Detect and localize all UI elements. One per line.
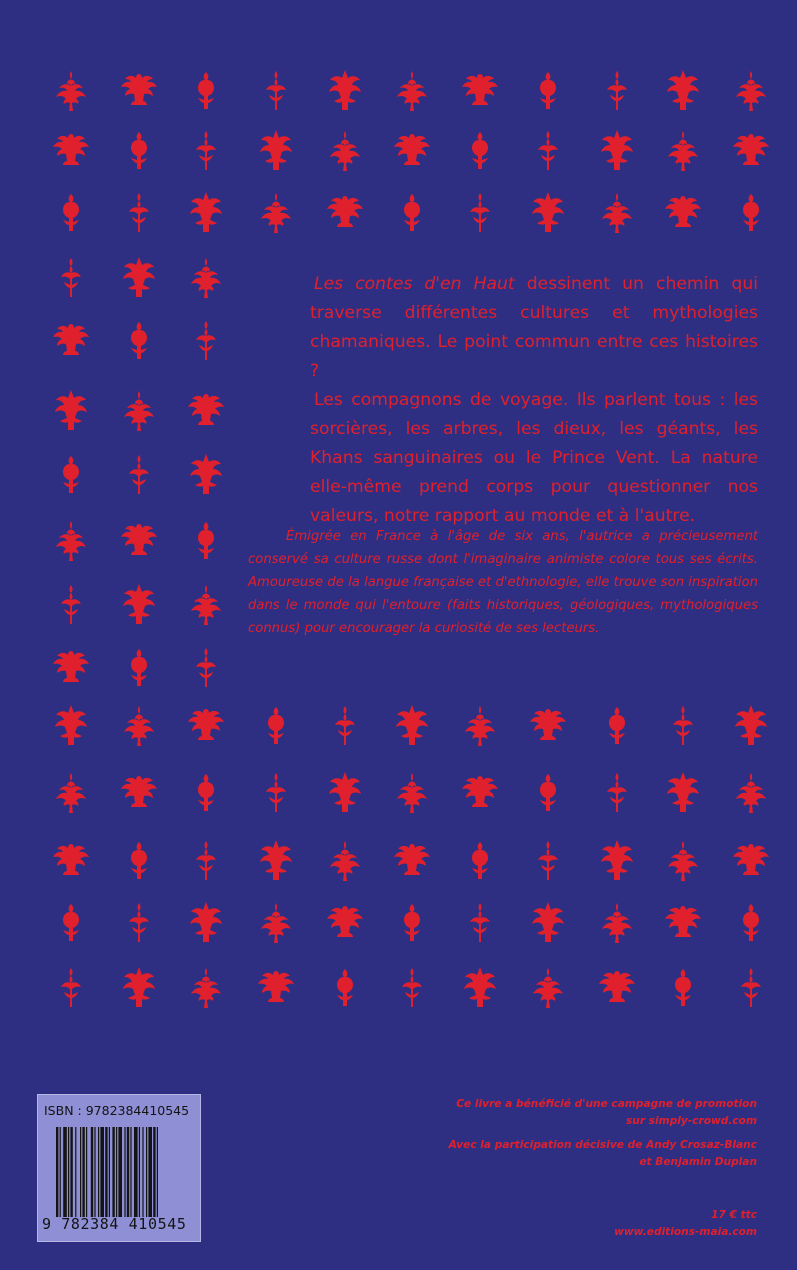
fleur-de-lis-damask-icon — [389, 68, 435, 114]
fleur-de-lis-damask-icon — [322, 900, 368, 946]
fleur-de-lis-damask-icon — [728, 900, 774, 946]
fleur-de-lis-damask-icon — [322, 128, 368, 174]
barcode-bar — [148, 1127, 152, 1217]
fleur-de-lis-damask-icon — [389, 770, 435, 816]
isbn-barcode — [37, 1094, 201, 1242]
blurb-paragraph-2: Les compagnons de voyage. Ils parlent tous : les sorcières, les arbres, les dieux, les géants, les Khans sanguinaires ou le Prince Vent. La nature elle-même prend corps pour questionner nos valeurs, notre rapport au monde et à l'autre. — [310, 390, 758, 526]
fleur-de-lis-damask-icon — [660, 68, 706, 114]
barcode-bar — [109, 1127, 110, 1217]
fleur-de-lis-damask-icon — [525, 128, 571, 174]
book-title: Les contes d'en Haut — [314, 274, 515, 294]
fleur-de-lis-damask-icon — [322, 703, 368, 749]
barcode-bar — [130, 1127, 131, 1217]
fleur-de-lis-damask-icon — [48, 128, 94, 174]
fleur-de-lis-damask-icon — [183, 190, 229, 236]
fleur-de-lis-damask-icon — [183, 965, 229, 1011]
fleur-de-lis-damask-icon — [660, 703, 706, 749]
publisher-website: www.editions-maia.com — [614, 1226, 757, 1238]
fleur-de-lis-damask-icon — [660, 838, 706, 884]
fleur-de-lis-damask-icon — [116, 703, 162, 749]
fleur-de-lis-damask-icon — [116, 900, 162, 946]
barcode-bar — [56, 1127, 58, 1217]
barcode-digits: 9 782384 410545 — [42, 1215, 187, 1233]
fleur-de-lis-damask-icon — [48, 965, 94, 1011]
fleur-de-lis-damask-icon — [457, 68, 503, 114]
fleur-de-lis-damask-icon — [728, 770, 774, 816]
fleur-de-lis-damask-icon — [48, 388, 94, 434]
isbn-label: ISBN : 9782384410545 — [44, 1103, 190, 1118]
barcode-bar — [91, 1127, 93, 1217]
fleur-de-lis-damask-icon — [457, 703, 503, 749]
fleur-de-lis-damask-icon — [48, 703, 94, 749]
fleur-de-lis-damask-icon — [389, 838, 435, 884]
fleur-de-lis-damask-icon — [660, 900, 706, 946]
barcode-bar — [112, 1127, 114, 1217]
fleur-de-lis-damask-icon — [116, 68, 162, 114]
fleur-de-lis-damask-icon — [660, 128, 706, 174]
price: 17 € ttc — [711, 1209, 757, 1221]
fleur-de-lis-damask-icon — [389, 703, 435, 749]
fleur-de-lis-damask-icon — [183, 900, 229, 946]
fleur-de-lis-damask-icon — [183, 68, 229, 114]
barcode-bar — [70, 1127, 72, 1217]
fleur-de-lis-damask-icon — [183, 518, 229, 564]
fleur-de-lis-damask-icon — [457, 770, 503, 816]
barcode-bar — [63, 1127, 67, 1217]
barcode-bar — [100, 1127, 104, 1217]
fleur-de-lis-damask-icon — [116, 452, 162, 498]
fleur-de-lis-damask-icon — [322, 965, 368, 1011]
fleur-de-lis-damask-icon — [457, 128, 503, 174]
fleur-de-lis-damask-icon — [116, 582, 162, 628]
barcode-bar — [68, 1127, 69, 1217]
fleur-de-lis-damask-icon — [48, 190, 94, 236]
fleur-de-lis-damask-icon — [48, 582, 94, 628]
fleur-de-lis-damask-icon — [322, 68, 368, 114]
fleur-de-lis-damask-icon — [116, 128, 162, 174]
barcode-bar — [105, 1127, 107, 1217]
fleur-de-lis-damask-icon — [253, 68, 299, 114]
fleur-de-lis-damask-icon — [116, 318, 162, 364]
fleur-de-lis-damask-icon — [525, 68, 571, 114]
fleur-de-lis-damask-icon — [660, 190, 706, 236]
fleur-de-lis-damask-icon — [525, 703, 571, 749]
fleur-de-lis-damask-icon — [525, 770, 571, 816]
fleur-de-lis-damask-icon — [660, 770, 706, 816]
fleur-de-lis-damask-icon — [457, 838, 503, 884]
fleur-de-lis-damask-icon — [253, 128, 299, 174]
author-bio: Émigrée en France à l'âge de six ans, l'autrice a précieusement conservé sa culture russe dont l'imaginaire animiste colore tous ses écrits. Amoureuse de la langue française et d'ethnologie, elle trouve son inspiration dans le monde qui l'entoure (faits historiques, géologiques, mythologiques connus) pour encourager la curiosité de ses lecteurs. — [248, 529, 758, 636]
fleur-de-lis-damask-icon — [525, 965, 571, 1011]
barcode-bars — [56, 1127, 196, 1217]
fleur-de-lis-damask-icon — [389, 190, 435, 236]
fleur-de-lis-damask-icon — [183, 388, 229, 434]
barcode-bar — [98, 1127, 99, 1217]
fleur-de-lis-damask-icon — [48, 900, 94, 946]
fleur-de-lis-damask-icon — [116, 388, 162, 434]
fleur-de-lis-damask-icon — [594, 838, 640, 884]
barcode-bar — [124, 1127, 125, 1217]
fleur-de-lis-damask-icon — [253, 838, 299, 884]
barcode-bar — [153, 1127, 155, 1217]
fleur-de-lis-damask-icon — [525, 190, 571, 236]
fleur-de-lis-damask-icon — [525, 900, 571, 946]
fleur-de-lis-damask-icon — [48, 68, 94, 114]
fleur-de-lis-damask-icon — [116, 770, 162, 816]
participation-line-2: et Benjamin Duplan — [639, 1155, 757, 1168]
fleur-de-lis-damask-icon — [594, 965, 640, 1011]
fleur-de-lis-damask-icon — [728, 68, 774, 114]
fleur-de-lis-damask-icon — [660, 965, 706, 1011]
barcode-bar — [157, 1127, 158, 1217]
fleur-de-lis-damask-icon — [48, 318, 94, 364]
fleur-de-lis-damask-icon — [594, 128, 640, 174]
fleur-de-lis-damask-icon — [389, 965, 435, 1011]
fleur-de-lis-damask-icon — [389, 900, 435, 946]
credits — [397, 1096, 757, 1178]
fleur-de-lis-damask-icon — [48, 255, 94, 301]
fleur-de-lis-damask-icon — [389, 128, 435, 174]
fleur-de-lis-damask-icon — [253, 190, 299, 236]
fleur-de-lis-damask-icon — [594, 190, 640, 236]
promotion-line-1: Ce livre a bénéficié d'une campagne de promotion — [456, 1098, 757, 1110]
fleur-de-lis-damask-icon — [322, 190, 368, 236]
barcode-bar — [82, 1127, 84, 1217]
blurb-paragraph-1-text: dessinent un chemin qui traverse différentes cultures et mythologies chamaniques. Le point commun entre ces histoires ? — [310, 274, 758, 381]
fleur-de-lis-damask-icon — [728, 838, 774, 884]
barcode-bar — [127, 1127, 129, 1217]
barcode-bar — [60, 1127, 61, 1217]
fleur-de-lis-damask-icon — [253, 965, 299, 1011]
promotion-credit — [397, 1096, 757, 1129]
fleur-de-lis-damask-icon — [594, 68, 640, 114]
fleur-de-lis-damask-icon — [322, 770, 368, 816]
barcode-bar — [118, 1127, 122, 1217]
barcode-bar — [80, 1127, 81, 1217]
fleur-de-lis-damask-icon — [457, 190, 503, 236]
fleur-de-lis-damask-icon — [183, 703, 229, 749]
fleur-de-lis-damask-icon — [48, 838, 94, 884]
back-cover-blurb — [310, 270, 758, 531]
participation-line-1: Avec la participation décisive de Andy Crosaz-Blanc — [448, 1139, 757, 1151]
promotion-line-2: sur simply-crowd.com — [625, 1114, 757, 1127]
barcode-bar — [146, 1127, 147, 1217]
fleur-de-lis-damask-icon — [457, 900, 503, 946]
fleur-de-lis-damask-icon — [116, 838, 162, 884]
fleur-de-lis-damask-icon — [594, 703, 640, 749]
fleur-de-lis-damask-icon — [183, 255, 229, 301]
fleur-de-lis-damask-icon — [457, 965, 503, 1011]
fleur-de-lis-damask-icon — [183, 770, 229, 816]
fleur-de-lis-damask-icon — [183, 318, 229, 364]
barcode-bar — [139, 1127, 140, 1217]
fleur-de-lis-damask-icon — [594, 770, 640, 816]
fleur-de-lis-damask-icon — [48, 452, 94, 498]
fleur-de-lis-damask-icon — [728, 128, 774, 174]
fleur-de-lis-damask-icon — [253, 770, 299, 816]
fleur-de-lis-damask-icon — [116, 255, 162, 301]
participation-credit — [397, 1137, 757, 1170]
fleur-de-lis-damask-icon — [728, 965, 774, 1011]
fleur-de-lis-damask-icon — [253, 900, 299, 946]
fleur-de-lis-damask-icon — [594, 900, 640, 946]
fleur-de-lis-damask-icon — [183, 128, 229, 174]
fleur-de-lis-damask-icon — [183, 452, 229, 498]
fleur-de-lis-damask-icon — [116, 518, 162, 564]
fleur-de-lis-damask-icon — [728, 190, 774, 236]
barcode-bar — [86, 1127, 87, 1217]
barcode-bar — [142, 1127, 143, 1217]
fleur-de-lis-damask-icon — [525, 838, 571, 884]
fleur-de-lis-damask-icon — [183, 838, 229, 884]
blurb-paragraph-1 — [310, 270, 758, 386]
fleur-de-lis-damask-icon — [116, 190, 162, 236]
fleur-de-lis-damask-icon — [116, 645, 162, 691]
fleur-de-lis-damask-icon — [728, 703, 774, 749]
fleur-de-lis-damask-icon — [183, 645, 229, 691]
fleur-de-lis-damask-icon — [116, 965, 162, 1011]
barcode-bar — [134, 1127, 138, 1217]
barcode-bar — [116, 1127, 117, 1217]
fleur-de-lis-damask-icon — [48, 518, 94, 564]
fleur-de-lis-damask-icon — [253, 703, 299, 749]
barcode-bar — [94, 1127, 95, 1217]
fleur-de-lis-damask-icon — [183, 582, 229, 628]
fleur-de-lis-damask-icon — [48, 770, 94, 816]
barcode-bar — [75, 1127, 76, 1217]
fleur-de-lis-damask-icon — [322, 838, 368, 884]
fleur-de-lis-damask-icon — [48, 645, 94, 691]
